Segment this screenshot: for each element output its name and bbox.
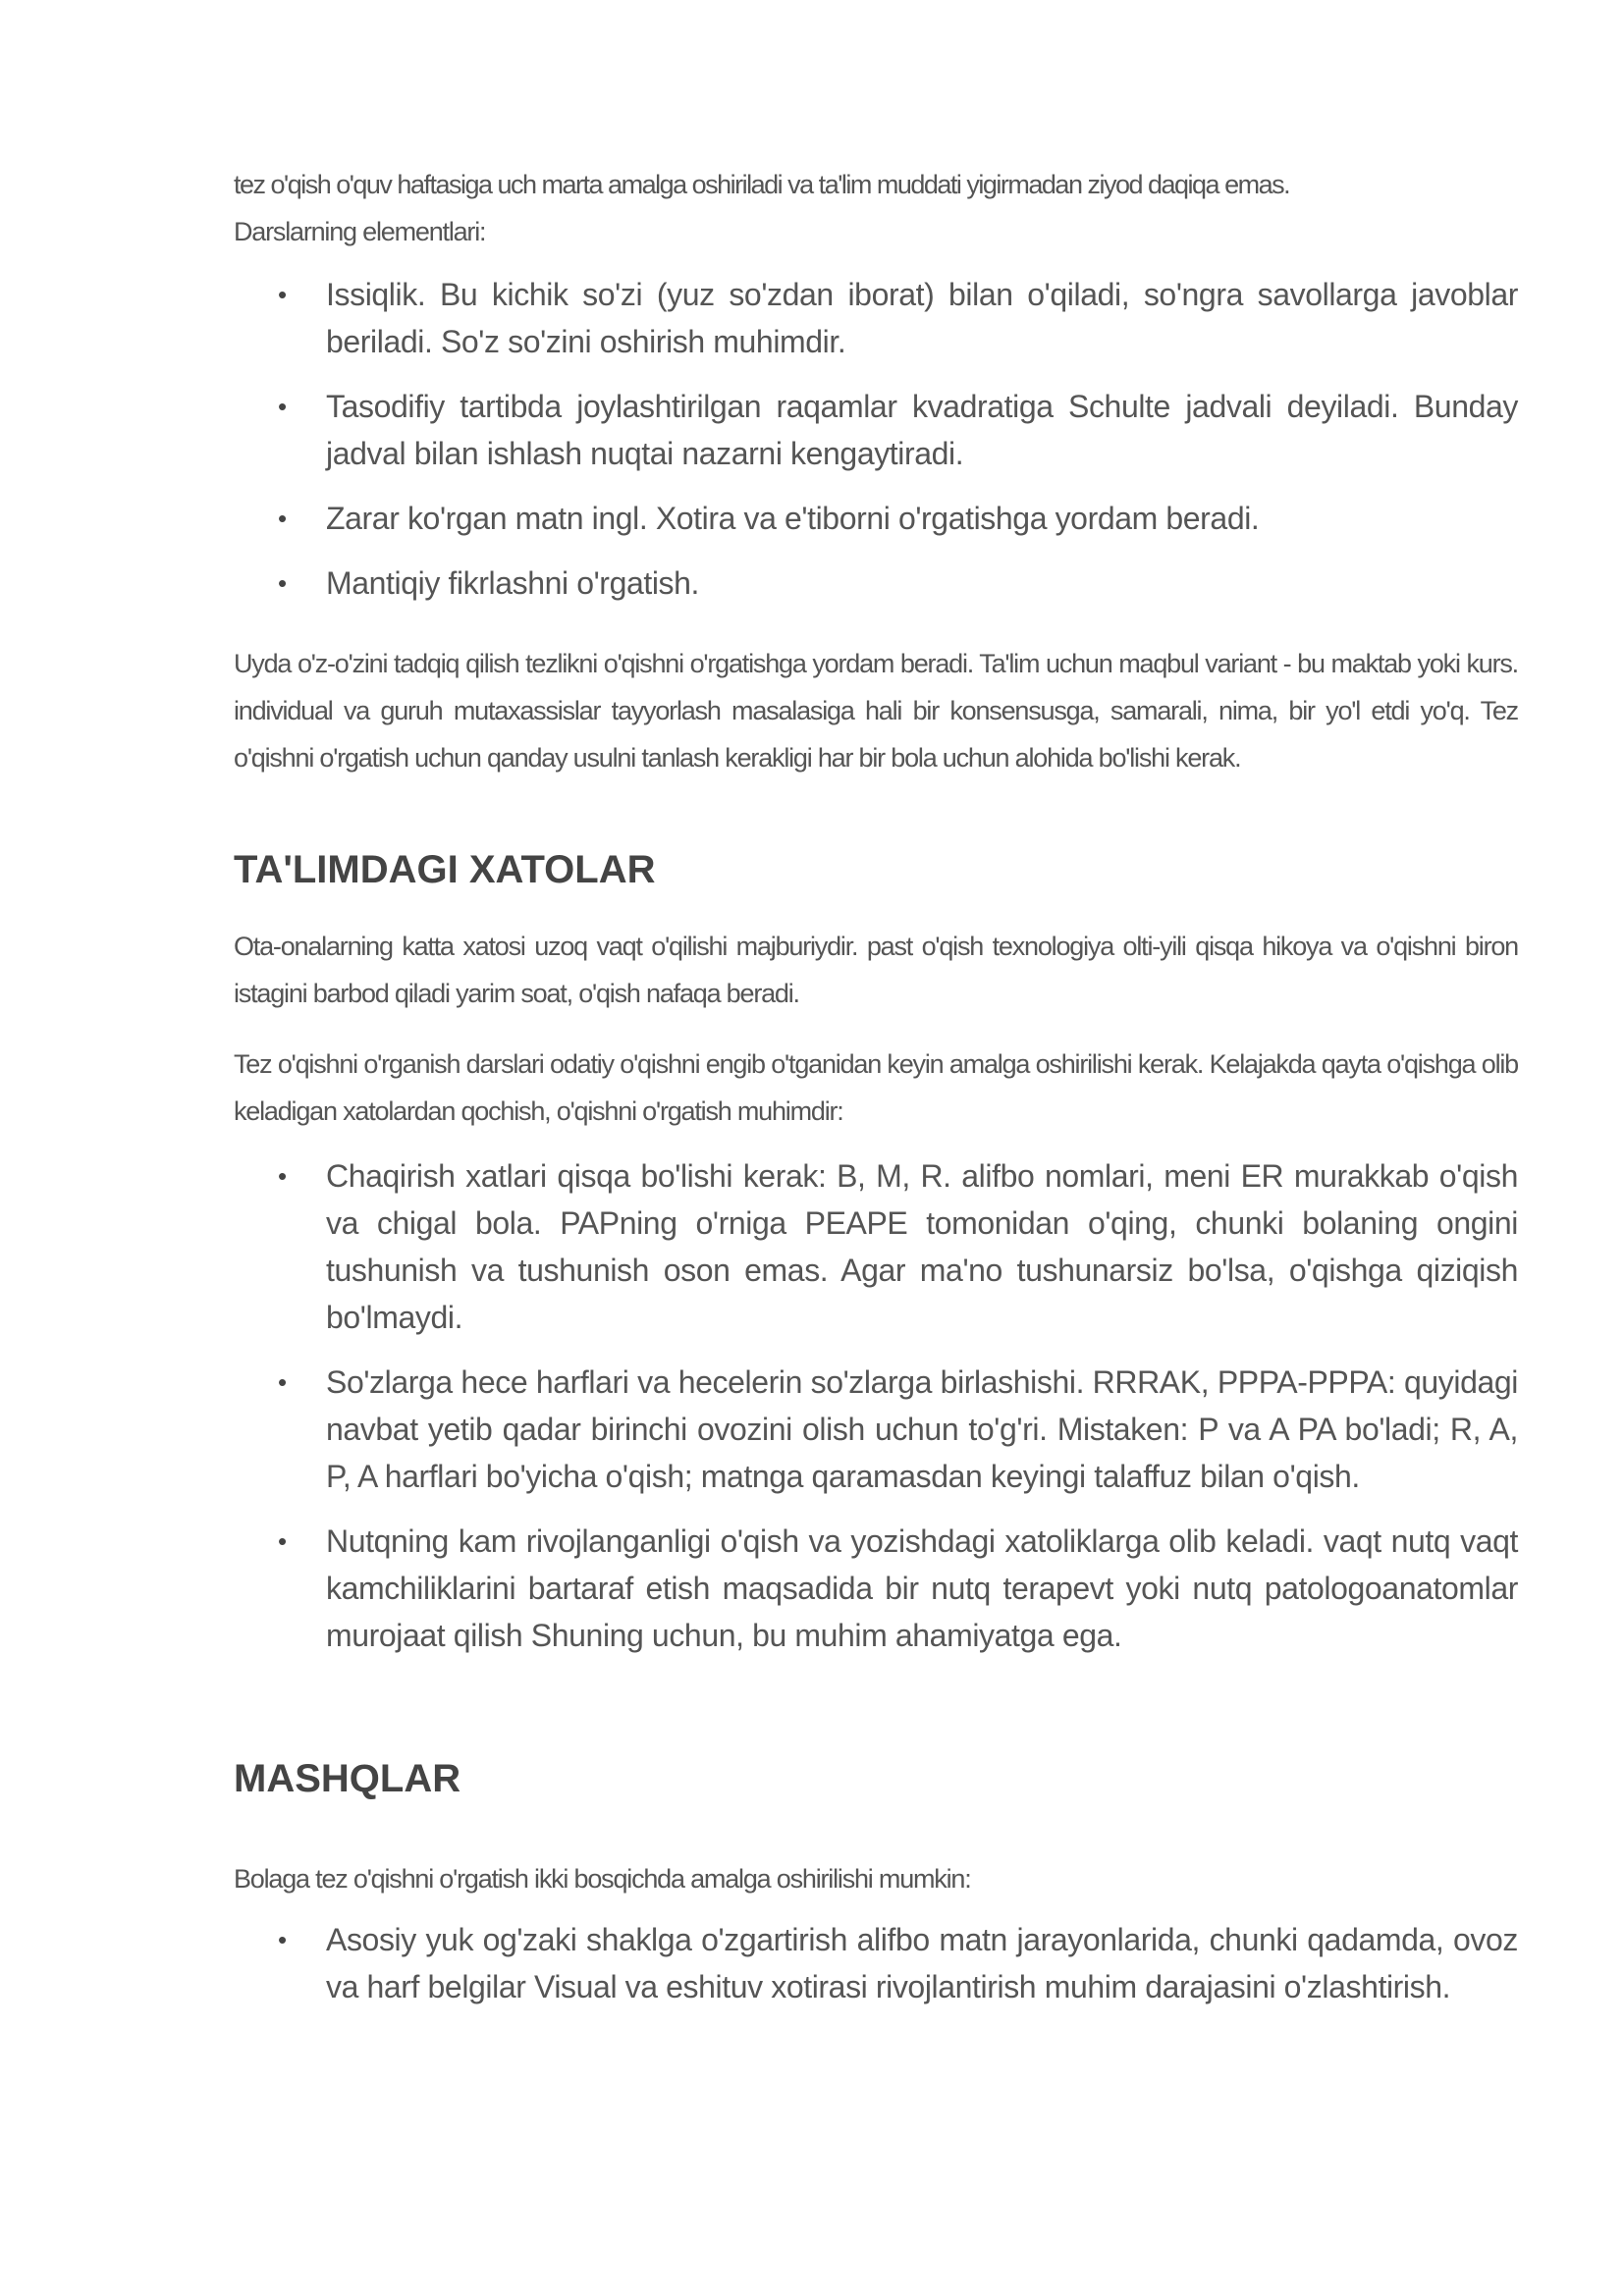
elements-list [234, 271, 1518, 607]
section-heading-xatolar: TA'LIMDAGI XATOLAR [234, 848, 656, 891]
xatolar-list [234, 1152, 1518, 1659]
bullet-icon: • [278, 280, 287, 309]
intro-line-2: Darslarning elementlari: [234, 217, 486, 246]
bullet-icon: • [278, 392, 287, 421]
list-item [234, 495, 1518, 542]
list-item [234, 1518, 1518, 1659]
list-item-text: So'zlarga hece harflari va hecelerin so'zlarga birlashishi. RRRAK, PPPA-PPPA: quyidagi navbat yetib qadar birinchi ovozini olish uchun to'g'ri. Mistaken: P va A PA bo'ladi; R, A, P, A harflari bo'yicha o'qish; matnga qaramasdan keyingi talaffuz bilan o'qish. [326, 1364, 1518, 1494]
bullet-icon: • [278, 1526, 287, 1556]
list-item-text: Nutqning kam rivojlanganligi o'qish va yozishdagi xatoliklarga olib keladi. vaqt nutq vaqt kamchiliklarini bartaraf etish maqsadida bir nutq terapevt yoki nutq patologoanatomlar murojaat qilish Shuning uchun, bu muhim ahamiyatga ega. [326, 1523, 1518, 1653]
list-item [234, 271, 1518, 365]
bullet-icon: • [278, 504, 287, 533]
section-heading-mashqlar: MASHQLAR [234, 1757, 461, 1800]
list-item [234, 1916, 1518, 2010]
bullet-icon: • [278, 1161, 287, 1191]
list-item [234, 1359, 1518, 1500]
list-item [234, 560, 1518, 607]
xatolar-paragraph-1: Ota-onalarning katta xatosi uzoq vaqt o'qilishi majburiydir. past o'qish texnologiya olti-yili qisqa hikoya va o'qishni biron istagini barbod qiladi yarim soat, o'qish nafaqa beradi. [234, 932, 1518, 1008]
list-item-text: Asosiy yuk og'zaki shaklga o'zgartirish alifbo matn jarayonlarida, chunki qadamda, ovoz va harf belgilar Visual va eshituv xotirasi rivojlantirish muhim darajasini o'zlashtirish. [326, 1922, 1518, 2004]
bullet-icon: • [278, 1925, 287, 1954]
list-item-text: Chaqirish xatlari qisqa bo'lishi kerak: B, M, R. alifbo nomlari, meni ER murakkab o'qish va chigal bola. PAPning o'rniga PEAPE tomonidan o'qing, chunki bolaning ongini tushunish va tushunish oson emas. Agar ma'no tushunarsiz bo'lsa, o'qishga qiziqish bo'lmaydi. [326, 1158, 1518, 1335]
list-item-text: Tasodifiy tartibda joylashtirilgan raqamlar kvadratiga Schulte jadvali deyiladi. Bunday jadval bilan ishlash nuqtai nazarni kengaytiradi. [326, 389, 1518, 471]
mashqlar-paragraph-1: Bolaga tez o'qishni o'rgatish ikki bosqichda amalga oshirilishi mumkin: [234, 1864, 971, 1894]
list-item-text: Mantiqiy fikrlashni o'rgatish. [326, 565, 700, 601]
home-paragraph: Uyda o'z-o'zini tadqiq qilish tezlikni o'qishni o'rgatishga yordam beradi. Ta'lim uchun maqbul variant - bu maktab yoki kurs. individual va guruh mutaxassislar tayyorlash masalasiga hali bir konsensusga, samarali, nima, bir yo'l etdi yo'q. Tez o'qishni o'rgatish uchun qanday usulni tanlash kerakligi har bir bola uchun alohida bo'lishi kerak. [234, 649, 1518, 773]
bullet-icon: • [278, 1367, 287, 1397]
intro-line-1: tez o'qish o'quv haftasiga uch marta amalga oshiriladi va ta'lim muddati yigirmadan ziyod daqiqa emas. [234, 170, 1290, 199]
mashqlar-list [234, 1916, 1518, 2010]
bullet-icon: • [278, 568, 287, 598]
list-item-text: Zarar ko'rgan matn ingl. Xotira va e'tiborni o'rgatishga yordam beradi. [326, 501, 1260, 536]
xatolar-paragraph-2: Tez o'qishni o'rganish darslari odatiy o'qishni engib o'tganidan keyin amalga oshirilishi kerak. Kelajakda qayta o'qishga olib keladigan xatolardan qochish, o'qishni o'rgatish muhimdir: [234, 1049, 1518, 1126]
list-item [234, 1152, 1518, 1341]
list-item [234, 383, 1518, 477]
list-item-text: Issiqlik. Bu kichik so'zi (yuz so'zdan iborat) bilan o'qiladi, so'ngra savollarga javoblar beriladi. So'z so'zini oshirish muhimdir. [326, 277, 1518, 359]
